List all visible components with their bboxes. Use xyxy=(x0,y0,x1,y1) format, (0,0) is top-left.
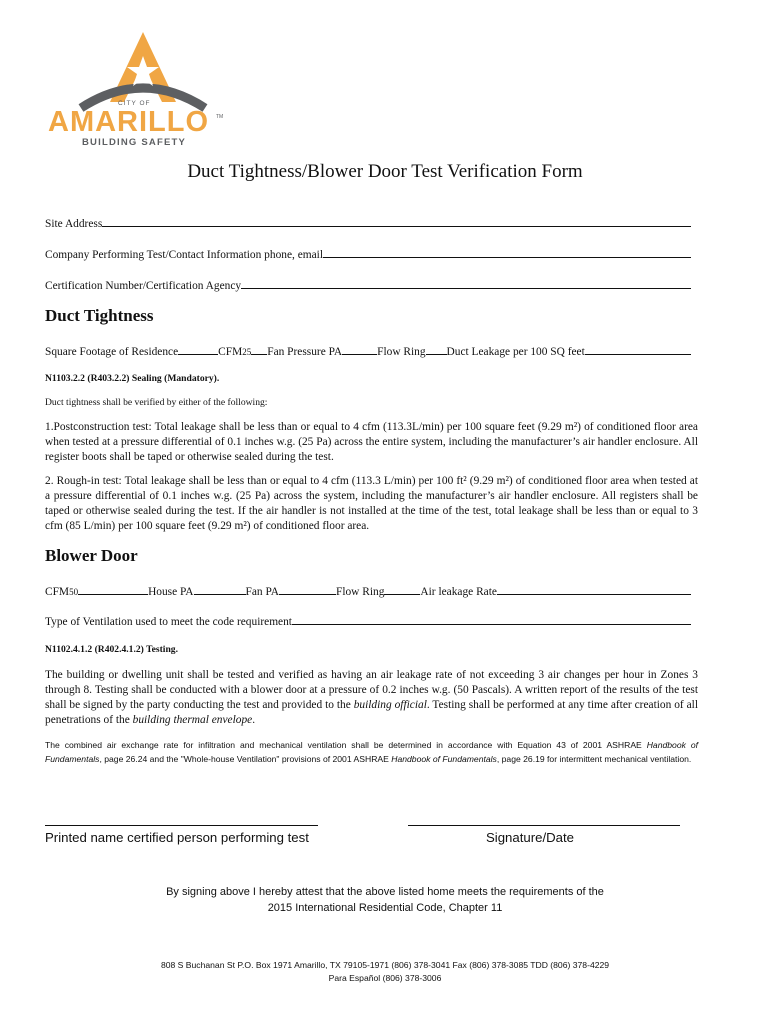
blower-flow-ring-line[interactable] xyxy=(384,582,420,595)
logo-city-of: CITY OF xyxy=(118,100,151,107)
fan-pressure-label: Fan Pressure PA xyxy=(267,346,343,358)
duct-leakage-line[interactable] xyxy=(585,342,691,355)
logo-name: AMARILLO xyxy=(48,106,210,138)
cfm25-label: CFM xyxy=(218,346,243,358)
duct-leakage-label: Duct Leakage per 100 SQ feet xyxy=(446,346,585,358)
certification-label: Certification Number/Certification Agency xyxy=(45,280,242,292)
certification-line[interactable] xyxy=(241,276,691,289)
duct-code-ref: N1103.2.2 (R403.2.2) Sealing (Mandatory). xyxy=(45,373,220,384)
ventilation-note xyxy=(45,739,698,766)
cfm50-line[interactable] xyxy=(78,582,148,595)
ventilation-field[interactable] xyxy=(45,612,691,630)
cfm25-sub: 25 xyxy=(242,347,252,357)
printed-name-line[interactable] xyxy=(45,825,318,826)
site-address-field[interactable] xyxy=(45,214,691,232)
cfm50-sub: 50 xyxy=(69,587,79,597)
blower-para-italic-a: building official xyxy=(353,699,427,711)
cfm50-label: CFM xyxy=(45,586,70,598)
house-pa-line[interactable] xyxy=(194,582,246,595)
duct-flow-ring-line[interactable] xyxy=(426,342,447,355)
air-leakage-line[interactable] xyxy=(497,582,691,595)
air-leakage-label: Air leakage Rate xyxy=(420,586,497,598)
cfm25-line[interactable] xyxy=(251,342,267,355)
blower-flow-ring-label: Flow Ring xyxy=(335,586,385,598)
site-address-label: Site Address xyxy=(45,218,103,230)
note-italic-1: Handbook of Fundamentals xyxy=(45,740,698,764)
footer-spanish: Para Español (806) 378-3006 xyxy=(328,973,442,983)
blower-heading: Blower Door xyxy=(45,546,138,565)
blower-testing-para xyxy=(45,668,698,728)
ventilation-line[interactable] xyxy=(292,612,691,625)
ventilation-label: Type of Ventilation used to meet the code requirement xyxy=(45,616,292,628)
logo-tm: TM xyxy=(216,114,224,120)
sq-footage-label: Square Footage of Residence xyxy=(45,346,179,358)
duct-para-1: 1.Postconstruction test: Total leakage shall be less than or equal to 4 cfm (113.3L/min) per 100 square feet (9.29 m²) of conditioned floor area when tested at a pressure differential of 0.1 inches w.g. (25 Pa) across the entire system, including the manufacturer’s air handler enclosure. All register boots shall be taped or otherwise sealed during the test. xyxy=(45,421,698,463)
footer-address: 808 S Buchanan St P.O. Box 1971 Amarillo, TX 79105-1971 (806) 378-3041 Fax (806) 378-3085 TDD (806) 378-4229 xyxy=(160,960,610,970)
company-line[interactable] xyxy=(323,245,691,258)
page-title: Duct Tightness/Blower Door Test Verification Form xyxy=(187,161,583,182)
blower-para-italic-b: building thermal envelope xyxy=(132,714,253,726)
site-address-line[interactable] xyxy=(102,214,691,227)
attestation-line-1: By signing above I hereby attest that the above listed home meets the requirements of the xyxy=(166,886,604,898)
logo-subtitle: BUILDING SAFETY xyxy=(82,137,187,148)
printed-name-label: Printed name certified person performing test xyxy=(45,830,309,845)
fan-pa-line[interactable] xyxy=(279,582,336,595)
certification-field[interactable] xyxy=(45,276,691,294)
duct-verify-intro: Duct tightness shall be verified by either of the following: xyxy=(45,397,268,408)
fan-pa-label: Fan PA xyxy=(245,586,279,598)
signature-date-label: Signature/Date xyxy=(486,830,574,845)
blower-para-text-c: . xyxy=(252,714,256,726)
blower-para-text-b: . Testing shall be performed at any time after creation of all penetrations of the xyxy=(45,699,699,726)
attestation-line-2: 2015 International Residential Code, Chapter 11 xyxy=(267,902,503,914)
duct-para-2: 2. Rough-in test: Total leakage shall be less than or equal to 4 cfm (113.3 L/min) per 100 ft² (9.29 m²) of conditioned floor area when tested at a pressure differential of 0.1 inches w.g. (25 Pa) across the system, including the manufacturer’s air handler enclosure. All registers shall be taped or otherwise sealed during the test. If the air handler is not installed at the time of the test, total leakage shall be less than or equal to 3 cfm (85 L/min) per 100 square feet (9.29 m²) of conditioned floor area. xyxy=(45,475,698,532)
blower-para-text-a: The building or dwelling unit shall be tested and verified as having an air leakage rate of not exceeding 3 air changes per hour in Zones 3 through 8. Testing shall be conducted with a blower door at a pressure of 0.2 inches w.g. (50 Pascals). A written report of the results of the test shall be signed by the party conducting the test and provided to the xyxy=(45,669,698,711)
company-label: Company Performing Test/Contact Information phone, email xyxy=(45,249,324,261)
duct-flow-ring-label: Flow Ring xyxy=(377,346,426,358)
signature-line[interactable] xyxy=(408,825,680,826)
house-pa-label: House PA xyxy=(148,586,194,598)
sq-footage-line[interactable] xyxy=(178,342,218,355)
note-italic-2: Handbook of Fundamentals xyxy=(391,753,497,764)
company-field[interactable] xyxy=(45,245,691,263)
blower-measurements-row xyxy=(45,582,691,600)
city-logo xyxy=(48,30,238,150)
duct-measurements-row xyxy=(45,342,691,360)
note-text-c: , page 26.19 for intermittent mechanical ventilation. xyxy=(496,753,692,764)
duct-heading: Duct Tightness xyxy=(45,306,154,325)
note-text-b: , page 26.24 and the "Whole-house Ventilation" provisions of 2001 ASHRAE xyxy=(99,753,392,764)
fan-pressure-line[interactable] xyxy=(342,342,377,355)
blower-code-ref: N1102.4.1.2 (R402.4.1.2) Testing. xyxy=(45,644,178,655)
note-text-a: The combined air exchange rate for infiltration and mechanical ventilation shall be determined in accordance with Equation 43 of 2001 ASHRAE xyxy=(45,740,647,750)
